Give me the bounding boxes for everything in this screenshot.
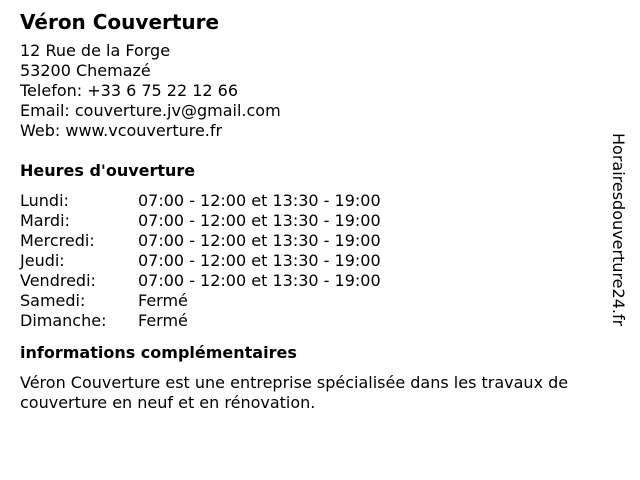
time-value: 07:00 - 12:00 et 13:30 - 19:00 [138, 251, 381, 270]
email-line: Email: couverture.jv@gmail.com [20, 101, 281, 120]
day-label: Lundi: [20, 191, 69, 210]
day-label: Samedi: [20, 291, 86, 310]
time-value: 07:00 - 12:00 et 13:30 - 19:00 [138, 231, 381, 250]
opening-hours-heading: Heures d'ouverture [20, 161, 196, 180]
day-label: Mardi: [20, 211, 70, 230]
time-value: 07:00 - 12:00 et 13:30 - 19:00 [138, 271, 381, 290]
additional-info-heading: informations complémentaires [20, 343, 297, 362]
opening-hours-table [20, 191, 620, 331]
address-street: 12 Rue de la Forge [20, 41, 171, 60]
business-description: Véron Couverture est une entreprise spécialisée dans les travaux de couverture en neuf et en rénovation. [20, 373, 569, 412]
business-card [20, 10, 620, 413]
time-value: 07:00 - 12:00 et 13:30 - 19:00 [138, 191, 381, 210]
day-label: Vendredi: [20, 271, 96, 290]
address-city: 53200 Chemazé [20, 61, 151, 80]
day-label: Jeudi: [20, 251, 65, 270]
phone-line: Telefon: +33 6 75 22 12 66 [20, 81, 239, 100]
time-value: Fermé [138, 291, 188, 310]
time-value: 07:00 - 12:00 et 13:30 - 19:00 [138, 211, 381, 230]
hours-row-thursday [20, 251, 620, 271]
hours-row-saturday [20, 291, 620, 311]
time-value: Fermé [138, 311, 188, 330]
website-line: Web: www.vcouverture.fr [20, 121, 223, 140]
hours-row-wednesday [20, 231, 620, 251]
business-name: Véron Couverture [20, 10, 220, 34]
day-label: Dimanche: [20, 311, 107, 330]
hours-row-monday [20, 191, 620, 211]
day-label: Mercredi: [20, 231, 95, 250]
site-watermark: Horairesdouverture24.fr [609, 133, 628, 327]
hours-row-tuesday [20, 211, 620, 231]
hours-row-friday [20, 271, 620, 291]
hours-row-sunday [20, 311, 620, 331]
